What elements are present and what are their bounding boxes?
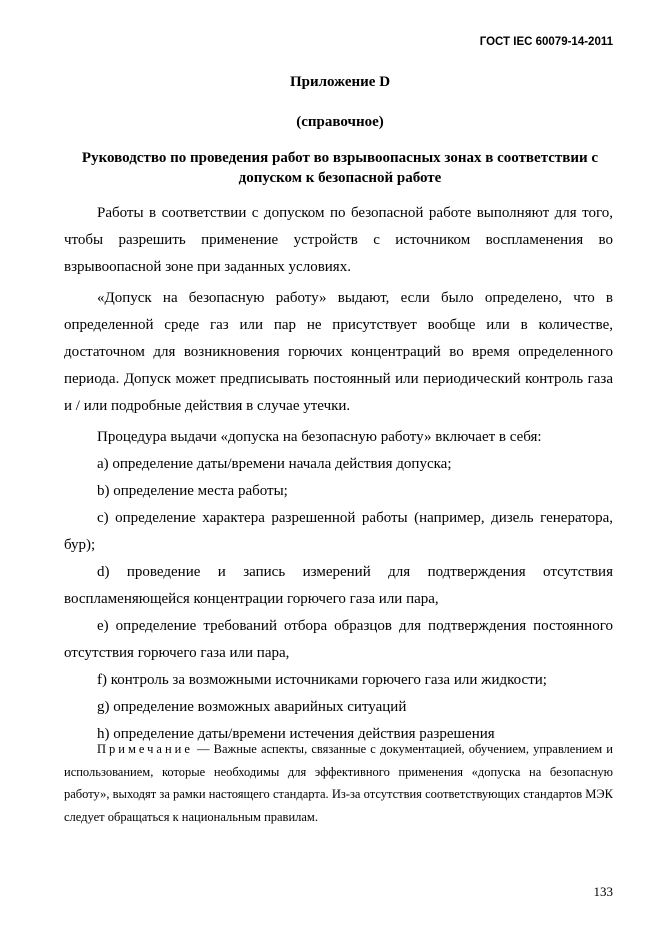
note-dash: — xyxy=(192,742,214,756)
list-item: b) определение места работы; xyxy=(97,483,288,499)
list-item: c) определение характера разрешенной работы (например, дизель генератора, бур); xyxy=(64,510,613,553)
page-number: 133 xyxy=(593,884,613,899)
list-item: e) определение требований отбора образцов для подтверждения постоянного отсутствия горючего газа или пара, xyxy=(64,618,613,661)
note-text: Важные аспекты, связанные с документацией, обучением, управлением и использованием, которые необходимы для эффективного применения «допуска на безопасную работу», выходят за рамки настоящего стандарта. Из-за отсутствия соответствующих стандартов МЭК следует обращаться к национальным правилам. xyxy=(64,742,613,824)
list-intro: Процедура выдачи «допуска на безопасную работу» включает в себя: xyxy=(97,429,542,445)
list-item: g) определение возможных аварийных ситуаций xyxy=(97,699,407,715)
list-item: d) проведение и запись измерений для подтверждения отсутствия воспламеняющейся концентрации горючего газа или пара, xyxy=(64,564,613,607)
paragraph: Работы в соответствии с допуском по безопасной работе выполняют для того, чтобы разрешить применение устройств с источником воспламенения во взрывоопасной зоне при заданных условиях. xyxy=(64,205,613,275)
paragraph: «Допуск на безопасную работу» выдают, если было определено, что в определенной среде газ или пар не присутствует вообще или в количестве, достаточном для возникновения горючих концентраций во время определенного периода. Допуск может предписывать постоянный или периодический контроль газа и / или подробные действия в случае утечки. xyxy=(64,290,613,414)
annex-heading: Руководство по проведения работ во взрывоопасных зонах в соответствии с допуском к безопасной работе xyxy=(81,150,599,186)
list-item: f) контроль за возможными источниками горючего газа или жидкости; xyxy=(97,672,547,688)
annex-title: Приложение D xyxy=(289,74,391,90)
body-text xyxy=(64,200,613,748)
note xyxy=(64,738,613,828)
note-label: Примечание xyxy=(97,742,193,756)
standard-code: ГОСТ IEC 60079-14-2011 xyxy=(479,36,613,48)
list-item: h) определение даты/времени истечения действия разрешения xyxy=(97,726,495,742)
list-item: a) определение даты/времени начала действия допуска; xyxy=(97,456,452,472)
annex-subtitle: (справочное) xyxy=(296,114,384,130)
